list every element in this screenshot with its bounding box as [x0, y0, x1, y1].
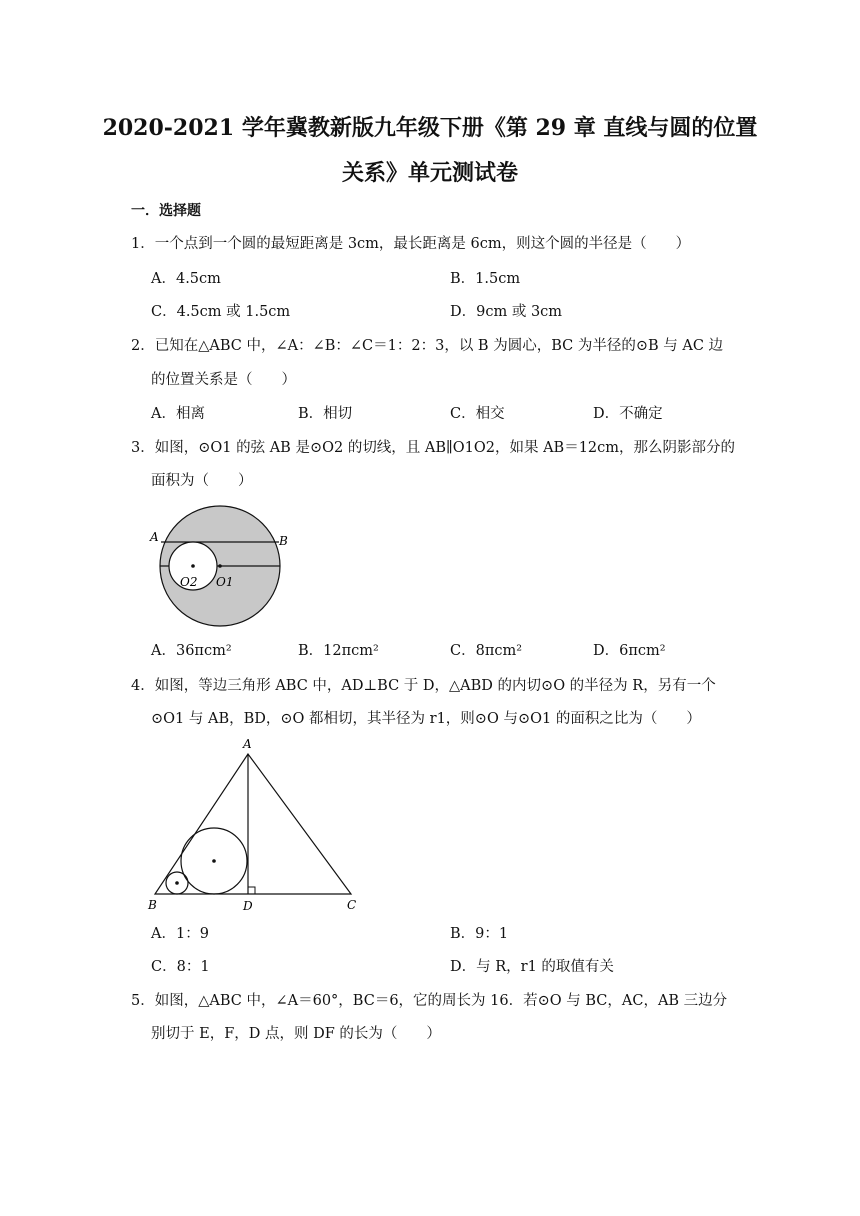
label-a: A: [150, 530, 159, 544]
q4-stem-line-1: 4．如图，等边三角形 ABC 中，AD⊥BC 于 D，△ABD 的内切⊙O 的半径为 R，另有一个: [131, 678, 716, 694]
q1-option-c: C．4.5cm 或 1.5cm: [151, 304, 291, 320]
q4-option-a: A．1：9: [151, 926, 209, 942]
label-c: C: [347, 898, 357, 912]
q1-stem: 1．一个点到一个圆的最短距离是 3cm，最长距离是 6cm，则这个圆的半径是（ ）: [131, 236, 691, 252]
center-o1: [175, 881, 179, 885]
label-o2: O2: [180, 575, 198, 589]
q2-option-d: D．不确定: [593, 406, 663, 422]
q4-figure: [145, 734, 365, 914]
label-d: D: [243, 899, 253, 913]
q3-stem-line-1: 3．如图，⊙O1 的弦 AB 是⊙O2 的切线，且 AB∥O1O2，如果 AB＝12cm，那么阴影部分的: [131, 440, 736, 456]
q1-option-d: D．9cm 或 3cm: [450, 304, 563, 320]
label-a: A: [243, 737, 252, 751]
title-line-2: 关系》单元测试卷: [341, 160, 518, 186]
q5-stem-line-2: 别切于 E，F，D 点，则 DF 的长为（ ）: [151, 1026, 441, 1042]
section-heading: 一．选择题: [131, 203, 201, 219]
point-o1: [218, 564, 222, 568]
q1-option-b: B．1.5cm: [450, 271, 521, 287]
q2-option-c: C．相交: [450, 406, 505, 422]
label-o1: O1: [216, 575, 234, 589]
label-b: B: [279, 534, 288, 548]
title-line-1: 2020-2021 学年冀教新版九年级下册《第 29 章 直线与圆的位置: [102, 115, 758, 141]
point-o2: [191, 564, 195, 568]
q1-option-a: A．4.5cm: [151, 271, 221, 287]
q4-stem-line-2: ⊙O1 与 AB，BD，⊙O 都相切，其半径为 r1，则⊙O 与⊙O1 的面积之比为（ ）: [151, 711, 701, 727]
q3-option-b: B．12πcm²: [298, 643, 379, 659]
q4-option-c: C．8：1: [151, 959, 210, 975]
q2-option-b: B．相切: [298, 406, 353, 422]
q4-option-d: D．与 R，r1 的取值有关: [450, 959, 614, 975]
q3-stem-line-2: 面积为（ ）: [151, 473, 253, 489]
q4-option-b: B．9：1: [450, 926, 509, 942]
q2-stem-line-1: 2．已知在△ABC 中，∠A：∠B：∠C＝1：2：3，以 B 为圆心，BC 为半径的⊙B 与 AC 边: [131, 338, 724, 354]
q2-option-a: A．相离: [151, 406, 205, 422]
q2-stem-line-2: 的位置关系是（ ）: [151, 372, 296, 388]
q5-stem-line-1: 5．如图，△ABC 中，∠A＝60°，BC＝6，它的周长为 16．若⊙O 与 BC，AC，AB 三边分: [131, 993, 728, 1009]
q3-option-a: A．36πcm²: [151, 643, 232, 659]
center-o: [212, 859, 216, 863]
right-angle-mark: [248, 887, 255, 894]
q3-figure: [148, 503, 298, 631]
label-b: B: [148, 898, 157, 912]
q3-option-d: D．6πcm²: [593, 643, 666, 659]
triangle-abc: [155, 754, 351, 894]
q3-option-c: C．8πcm²: [450, 643, 523, 659]
